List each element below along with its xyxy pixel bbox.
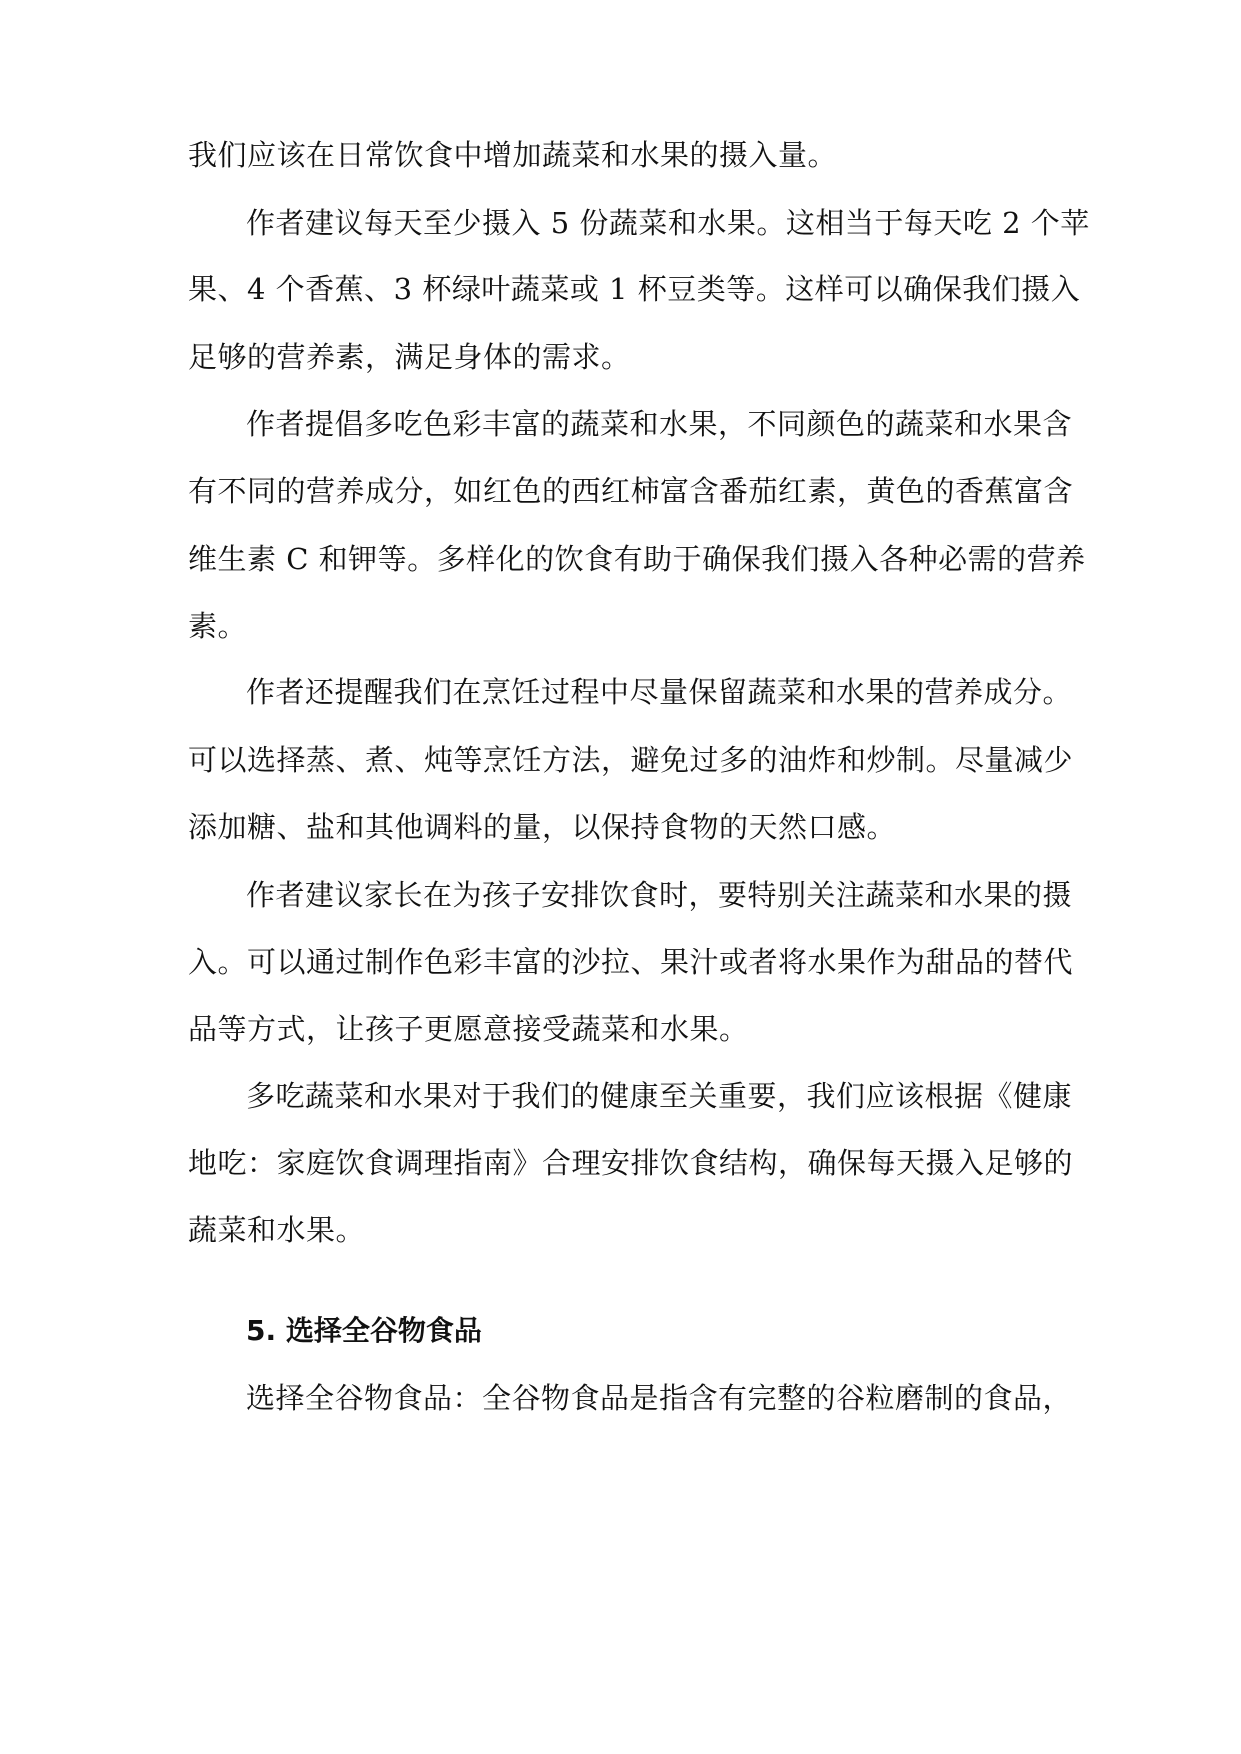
text-line: 入。可以通过制作色彩丰富的沙拉、果汁或者将水果作为甜品的替代: [188, 945, 1074, 979]
text-line: 我们应该在日常饮食中增加蔬菜和水果的摄入量。: [188, 138, 838, 172]
text-line: 作者提倡多吃色彩丰富的蔬菜和水果，不同颜色的蔬菜和水果含: [246, 407, 1073, 441]
text-line: 有不同的营养成分，如红色的西红柿富含番茄红素，黄色的香蕉富含: [188, 474, 1074, 508]
text-line: 可以选择蒸、煮、炖等烹饪方法，避免过多的油炸和炒制。尽量减少: [188, 743, 1074, 777]
text-line: 足够的营养素，满足身体的需求。: [188, 340, 631, 374]
text-line: 果、4 个香蕉、3 杯绿叶蔬菜或 1 杯豆类等。这样可以确保我们摄入: [188, 272, 1081, 306]
text-line: 品等方式，让孩子更愿意接受蔬菜和水果。: [188, 1012, 749, 1046]
text-line: 多吃蔬菜和水果对于我们的健康至关重要，我们应该根据《健康: [246, 1079, 1073, 1113]
text-line: 作者建议家长在为孩子安排饮食时，要特别关注蔬菜和水果的摄: [246, 878, 1073, 912]
text-line: 蔬菜和水果。: [188, 1213, 366, 1247]
text-line: 维生素 C 和钾等。多样化的饮食有助于确保我们摄入各种必需的营养: [188, 542, 1086, 576]
section-heading: 5. 选择全谷物食品: [246, 1314, 482, 1347]
text-line: 素。: [188, 609, 248, 643]
text-line: 作者建议每天至少摄入 5 份蔬菜和水果。这相当于每天吃 2 个苹: [246, 206, 1090, 240]
text-line: 添加糖、盐和其他调料的量，以保持食物的天然口感。: [188, 810, 897, 844]
text-line: 选择全谷物食品：全谷物食品是指含有完整的谷粒磨制的食品，: [246, 1381, 1073, 1415]
text-line: 作者还提醒我们在烹饪过程中尽量保留蔬菜和水果的营养成分。: [246, 675, 1073, 709]
text-line: 地吃：家庭饮食调理指南》合理安排饮食结构，确保每天摄入足够的: [188, 1146, 1074, 1180]
